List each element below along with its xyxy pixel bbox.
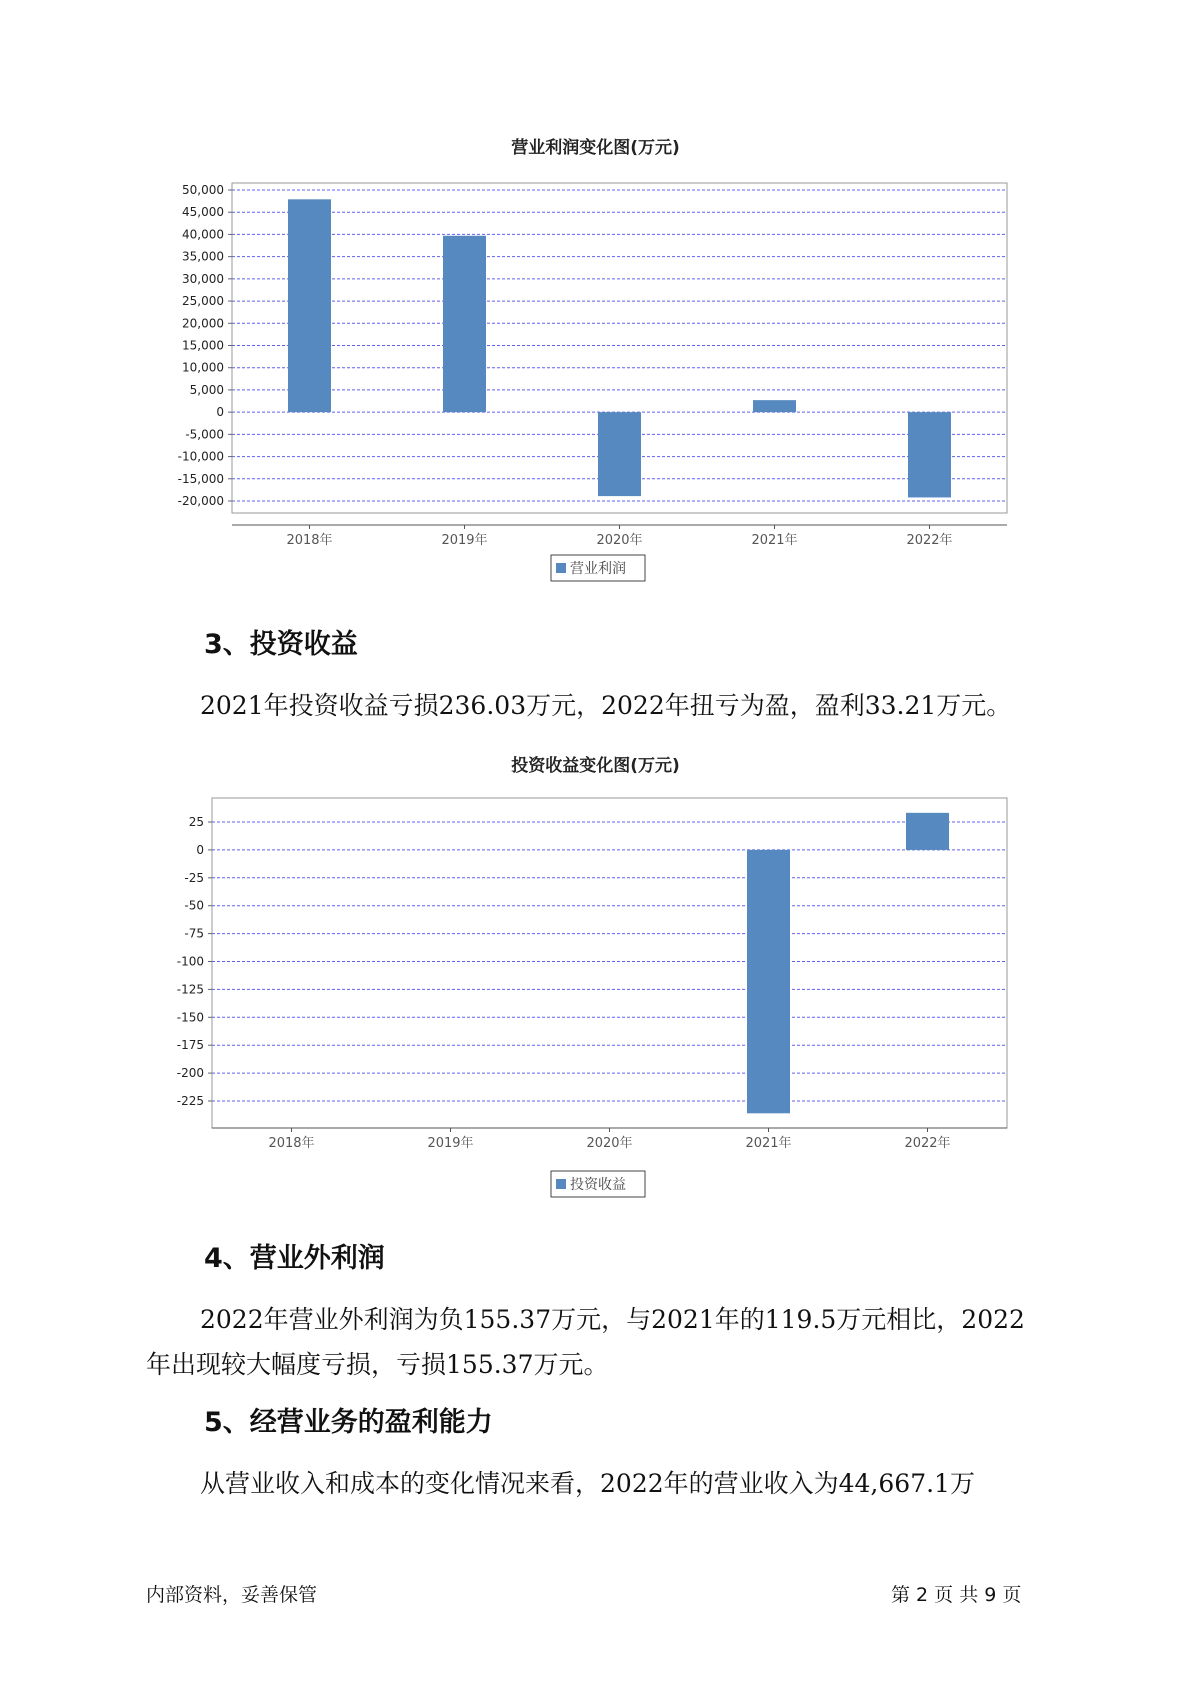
legend-label: 投资收益 (570, 1177, 626, 1193)
section5-heading: 5、经营业务的盈利能力 (204, 1407, 493, 1438)
y-tick-label: -100 (176, 954, 204, 969)
section5-text: 从营业收入和成本的变化情况来看，2022年的营业收入为44,667.1万 (200, 1469, 975, 1498)
y-tick-label: -50 (184, 898, 204, 913)
section3-text: 2021年投资收益亏损236.03万元，2022年扭亏为盈，盈利33.21万元。 (200, 691, 1012, 720)
y-tick-label: 25 (188, 815, 204, 829)
y-tick-label: 5,000 (189, 382, 224, 397)
y-tick-label: 40,000 (182, 227, 224, 242)
y-tick-label: -10,000 (177, 449, 224, 464)
y-tick-label: 30,000 (182, 271, 224, 286)
x-tick-label: 2022年 (904, 1136, 951, 1151)
y-tick-label: 35,000 (182, 249, 224, 264)
y-tick-label: 0 (196, 842, 204, 857)
bar-2022年 (906, 813, 949, 850)
x-tick-label: 2019年 (427, 1136, 474, 1151)
y-tick-label: -150 (176, 1010, 204, 1025)
y-tick-label: -5,000 (185, 427, 224, 442)
y-tick-label: 50,000 (182, 183, 224, 197)
y-tick-label: -200 (176, 1066, 204, 1081)
x-tick-label: 2021年 (751, 533, 798, 548)
legend-label: 营业利润 (570, 561, 626, 577)
section4-line1: 2022年营业外利润为负155.37万元，与2021年的119.5万元相比，2022 (200, 1305, 1025, 1334)
y-tick-label: 20,000 (182, 316, 224, 331)
y-tick-label: 10,000 (182, 360, 224, 375)
y-tick-label: -175 (176, 1038, 204, 1053)
plot-area (212, 798, 1007, 1128)
footer-page-number: 第 2 页 共 9 页 (891, 1584, 1022, 1606)
bar-2021年 (747, 850, 790, 1113)
legend-swatch (556, 1179, 566, 1189)
section4-line2: 年出现较大幅度亏损，亏损155.37万元。 (146, 1350, 609, 1379)
chart2-title: 投资收益变化图(万元) (511, 756, 680, 776)
x-tick-label: 2021年 (745, 1136, 792, 1151)
x-tick-label: 2018年 (268, 1136, 315, 1151)
chart1-title: 营业利润变化图(万元) (511, 138, 680, 158)
y-tick-label: 0 (216, 405, 224, 420)
y-tick-label: -20,000 (177, 494, 224, 508)
y-tick-label: 15,000 (182, 338, 224, 353)
x-tick-label: 2019年 (441, 533, 488, 548)
x-tick-label: 2020年 (586, 1136, 633, 1151)
y-tick-label: -75 (184, 926, 204, 941)
x-tick-label: 2020年 (596, 533, 643, 548)
y-tick-label: -15,000 (177, 471, 224, 486)
y-tick-label: -25 (184, 870, 204, 885)
section3-heading: 3、投资收益 (204, 629, 358, 660)
y-tick-label: -125 (176, 982, 204, 997)
y-tick-label: 25,000 (182, 294, 224, 309)
x-tick-label: 2018年 (286, 533, 333, 548)
section4-heading: 4、营业外利润 (204, 1243, 385, 1274)
y-tick-label: -225 (176, 1094, 204, 1108)
footer-confidential: 内部资料，妥善保管 (146, 1584, 318, 1606)
x-tick-label: 2022年 (906, 533, 953, 548)
y-tick-label: 45,000 (182, 205, 224, 220)
